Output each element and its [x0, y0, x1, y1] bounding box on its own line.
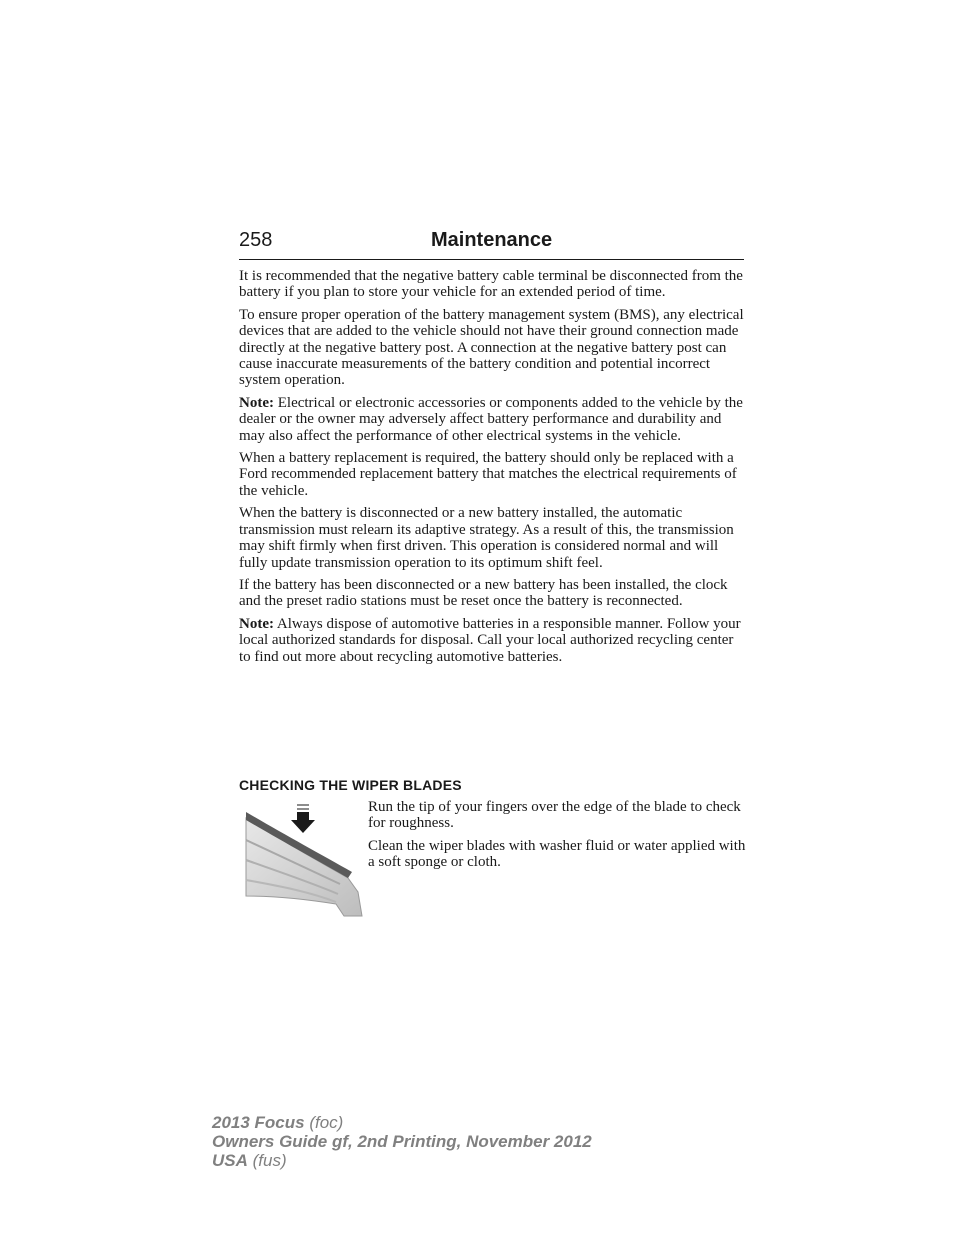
paragraph-text: It is recommended that the negative battery cable terminal be disconnected from the battery if you plan to store your vehicle for an extended period of time. [239, 268, 743, 301]
section-title: Maintenance [431, 229, 553, 251]
footer-market: USA [212, 1151, 248, 1170]
note-label: Note: [239, 394, 274, 411]
paragraph [239, 395, 747, 444]
footer-line [212, 1132, 592, 1151]
page-header [239, 229, 744, 260]
footer-line [212, 1113, 592, 1132]
paragraph-text: If the battery has been disconnected or a new battery has been installed, the clock and the preset radio stations must be reset once the battery is reconnected. [239, 576, 728, 610]
wiper-instructions [368, 799, 748, 877]
footer-model-code: (foc) [304, 1113, 344, 1132]
paragraph-text: When the battery is disconnected or a new battery installed, the automatic transmission must relearn its adaptive strategy. As a result of this, the transmission may shift firmly when first driven. This operation is considered normal and will fully update transmission operation to its optimum shift feel. [239, 505, 734, 571]
paragraph: Clean the wiper blades with washer fluid or water applied with a soft sponge or cloth. [368, 837, 746, 871]
page-number: 258 [239, 229, 273, 251]
note-label: Note: [239, 615, 274, 632]
paragraph [239, 268, 747, 301]
paragraph-text: Always dispose of automotive batteries in a responsible manner. Follow your local authorized standards for disposal. Call your local authorized recycling center to find out more about recycling automotive batteries. [239, 615, 741, 665]
paragraph-text: Electrical or electronic accessories or components added to the vehicle by the dealer or the owner may adversely affect battery performance and durability and may also affect the performance of other electrical systems in the vehicle. [239, 394, 743, 444]
footer-model: 2013 Focus [212, 1113, 305, 1132]
paragraph [239, 505, 747, 571]
paragraph: Run the tip of your fingers over the edge of the blade to check for roughness. [368, 799, 741, 832]
body-text [239, 268, 747, 671]
paragraph [239, 307, 747, 389]
wiper-blade-icon [240, 800, 365, 920]
paragraph [239, 616, 747, 665]
paragraph-text: To ensure proper operation of the battery management system (BMS), any electrical devices that are added to the vehicle should not have their ground connection made directly at the negative battery post. A connection at the negative battery post can cause inaccurate measurements of the battery condition and potential incorrect system operation. [239, 306, 744, 389]
paragraph [239, 577, 747, 610]
wiper-section-heading: CHECKING THE WIPER BLADES [239, 777, 462, 793]
paragraph [239, 450, 747, 499]
paragraph-text: When a battery replacement is required, the battery should only be replaced with a Ford recommended replacement battery that matches the electrical requirements of the vehicle. [239, 450, 737, 499]
footer-market-code: (fus) [247, 1151, 287, 1170]
footer-printing: Owners Guide gf, 2nd Printing, November 2012 [212, 1132, 592, 1151]
footer-line [212, 1151, 592, 1170]
page-footer [212, 1113, 592, 1170]
